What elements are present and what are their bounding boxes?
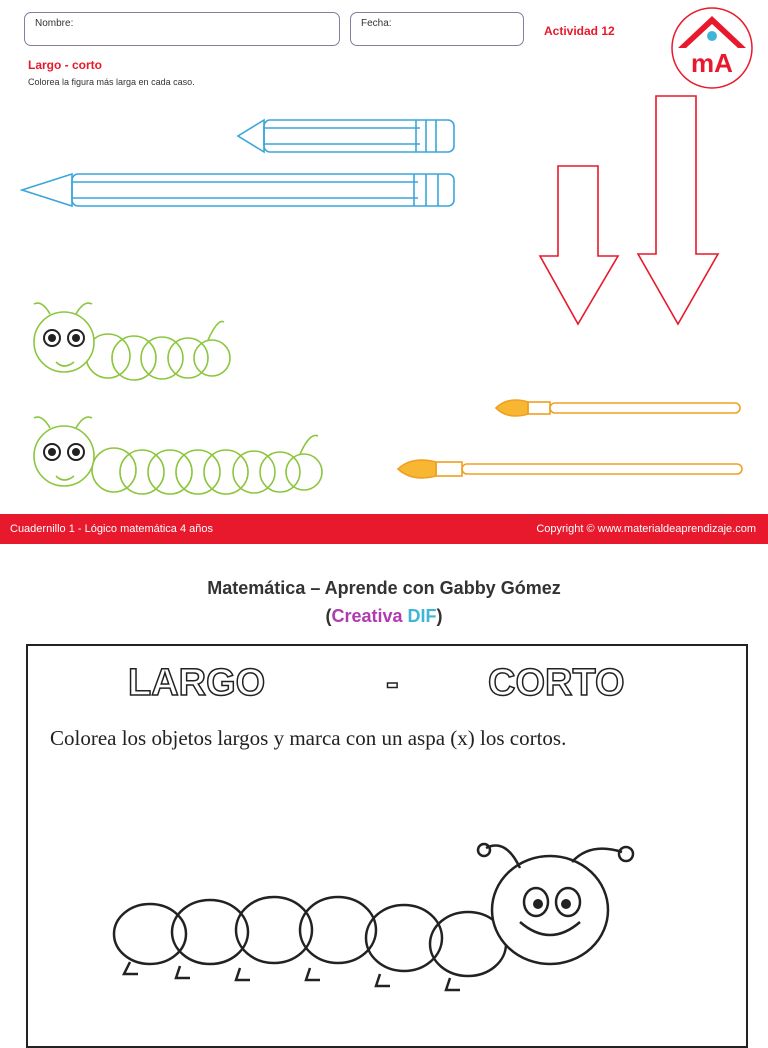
- footer-band: [0, 514, 768, 544]
- long-brush-icon: [396, 454, 746, 484]
- short-caterpillar-icon: [28, 296, 238, 400]
- activity-number: Actividad 12: [544, 24, 615, 38]
- worksheet-instruction: Colorea la figura más larga en cada caso.: [28, 77, 195, 87]
- name-label: Nombre:: [35, 18, 74, 29]
- logo-icon: [668, 4, 756, 92]
- worksheet2-subheader: [0, 606, 768, 627]
- short-brush-icon: [494, 394, 744, 422]
- worksheet2-header: Matemática – Aprende con Gabby Gómez: [207, 578, 561, 598]
- short-arrow-icon: [538, 164, 620, 328]
- short-pencil-icon: [236, 118, 458, 156]
- big-title-dash: -: [386, 662, 399, 704]
- big-title-corto: CORTO: [488, 662, 625, 704]
- date-label: Fecha:: [361, 18, 392, 29]
- long-caterpillar-icon: [28, 406, 328, 514]
- long-arrow-icon: [636, 94, 720, 328]
- worksheet-title: Largo - corto: [28, 58, 102, 72]
- big-caterpillar-icon: [110, 838, 670, 1024]
- footer-copyright: Copyright © www.materialdeaprendizaje.com: [536, 523, 756, 535]
- paren-open: (: [325, 606, 332, 626]
- name-field[interactable]: [24, 12, 340, 46]
- footer-left-text: Cuadernillo 1 - Lógico matemática 4 años: [10, 523, 214, 535]
- worksheet2-instruction: Colorea los objetos largos y marca con un aspa (x) los cortos.: [50, 726, 567, 750]
- paren-close: ): [436, 606, 443, 626]
- big-title-largo: LARGO: [128, 662, 266, 704]
- long-pencil-icon: [20, 172, 458, 210]
- brand-creativa: Creativa: [331, 606, 403, 626]
- page-gap: [0, 545, 768, 565]
- logo-text: mA: [691, 48, 733, 78]
- brand-dif: DIF: [407, 606, 437, 626]
- date-field[interactable]: [350, 12, 524, 46]
